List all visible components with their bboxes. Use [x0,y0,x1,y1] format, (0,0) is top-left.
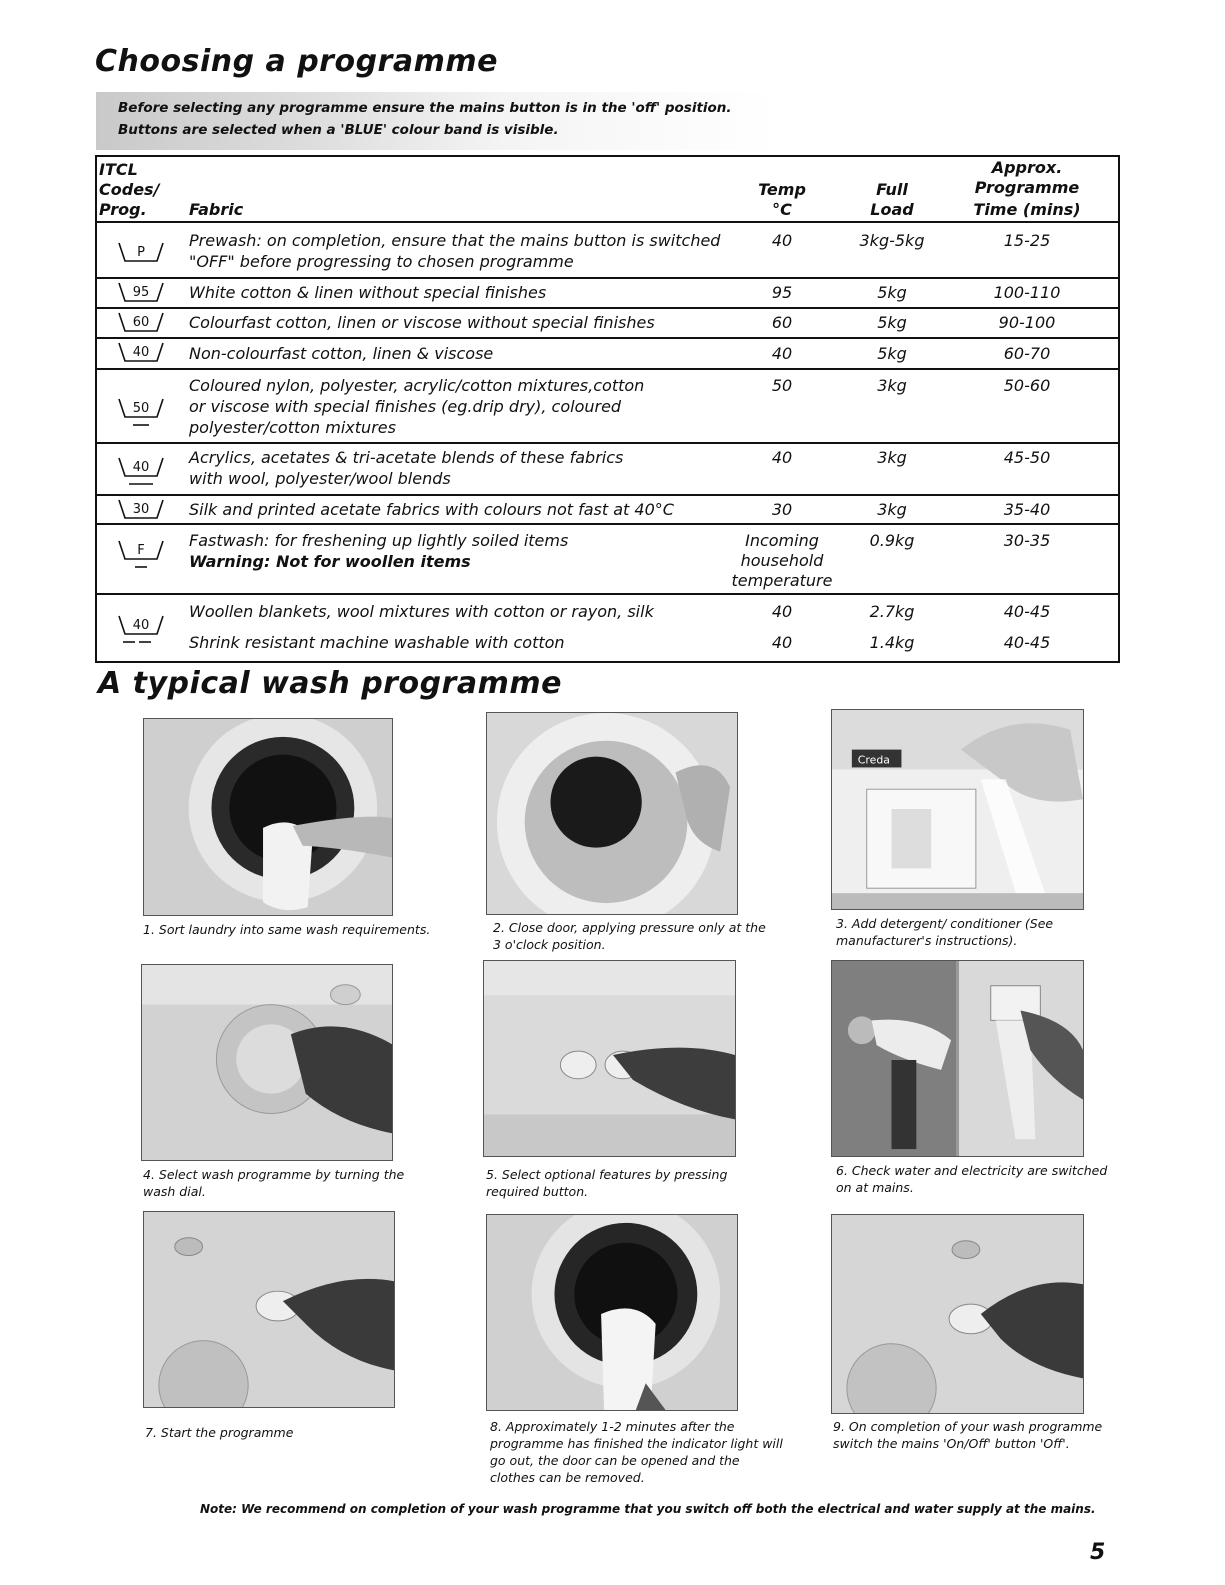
temp-value: 50 [771,376,793,395]
step-3-caption: 3. Add detergent/ conditioner (See manufacturer's instructions). [836,916,1054,948]
footer-note: Note: We recommend on completion of your wash programme that you switch off both the electrical and water supply at the mains. [200,1502,1096,1516]
temp-value: household [740,551,824,570]
header-temp-unit: °C [772,200,792,219]
header-time-3: Time (mins) [973,200,1081,219]
fabric-text: Silk and printed acetate fabrics with colours not fast at 40°C [189,500,674,519]
wash-code-icon: 60 [115,309,167,335]
fabric-text: "OFF" before progressing to chosen programme [189,252,574,271]
header-fabric: Fabric [189,200,244,219]
svg-text:Creda: Creda [857,753,890,767]
load-value: 5kg [877,344,907,363]
tap-plug-icon [831,960,1084,1157]
temp-value: 40 [771,448,793,467]
wash-code-icon: P [115,239,167,265]
time-value: 45-50 [1003,448,1051,467]
load-value: 3kg-5kg [859,231,925,250]
time-value: 50-60 [1003,376,1051,395]
door-close-icon [486,712,738,915]
fabric-text: Coloured nylon, polyester, acrylic/cotton mixtures,cotton [189,376,645,395]
header-load-2: Load [870,200,914,219]
time-value: 90-100 [998,313,1056,332]
header-code-3: Prog. [99,200,147,219]
fabric-text: White cotton & linen without special finishes [189,283,547,302]
load-value: 2.7kg [869,602,915,621]
header-code-2: Codes/ [99,180,160,199]
time-value: 30-35 [1003,531,1051,550]
temp-value: Incoming [745,531,819,550]
start-button-icon [143,1211,395,1408]
time-value: 100-110 [993,283,1061,302]
fabric-text: Woollen blankets, wool mixtures with cotton or rayon, silk [189,602,654,621]
load-value: 5kg [877,283,907,302]
load-value: 3kg [877,448,907,467]
time-value: 40-45 [1003,633,1051,652]
time-value: 15-25 [1003,231,1051,250]
button-panel-icon [483,960,736,1157]
mains-button-icon [831,1214,1084,1414]
step-1-caption: 1. Sort laundry into same wash requirements. [143,922,431,937]
dial-icon [141,964,393,1161]
header-time-1: Approx. [991,158,1063,177]
temp-value: 40 [771,633,793,652]
intro-line-1: Before selecting any programme ensure the mains button is in the 'off' position. [118,100,732,116]
step-5-caption: 5. Select optional features by pressing required button. [486,1167,728,1199]
step-8-caption: 8. Approximately 1-2 minutes after the programme has finished the indicator light will go out, the door can be opened and the clothes can be removed. [490,1419,783,1485]
load-value: 5kg [877,313,907,332]
load-value: 3kg [877,500,907,519]
temp-value: 60 [771,313,793,332]
temp-value: 40 [771,602,793,621]
step-4-caption: 4. Select wash programme by turning the wash dial. [143,1167,405,1199]
step-6-caption: 6. Check water and electricity are switched on at mains. [836,1163,1108,1195]
fabric-text: Non-colourfast cotton, linen & viscose [189,344,494,363]
intro-band [96,92,776,150]
temp-value: 95 [771,283,793,302]
step-9-caption: 9. On completion of your wash programme switch the mains 'On/Off' button 'Off'. [833,1419,1103,1451]
warning-text: Warning: Not for woollen items [189,552,471,571]
header-code-1: ITCL [99,160,138,179]
step-2-caption: 2. Close door, applying pressure only at the 3 o'clock position. [493,920,766,952]
time-value: 35-40 [1003,500,1051,519]
temp-value: 30 [771,500,793,519]
unload-drum-icon [486,1214,738,1411]
detergent-icon [831,709,1084,910]
time-value: 40-45 [1003,602,1051,621]
temp-value: 40 [771,231,793,250]
fabric-text: Colourfast cotton, linen or viscose without special finishes [189,313,655,332]
load-value: 0.9kg [869,531,915,550]
wash-code-icon: F [115,537,167,563]
page-number: 5 [1090,1540,1106,1565]
load-value: 3kg [877,376,907,395]
fabric-text: polyester/cotton mixtures [189,418,396,437]
wash-code-icon: 95 [115,279,167,305]
wash-code-icon: 50 [115,395,167,421]
header-temp: Temp [758,180,806,199]
fabric-text: Shrink resistant machine washable with cotton [189,633,565,652]
wash-code-icon: 40 [115,612,167,638]
section-title: A typical wash programme [98,666,562,701]
step-7-caption: 7. Start the programme [145,1425,294,1440]
header-load: Full [876,180,908,199]
wash-code-icon: 40 [115,454,167,480]
laundry-drum-icon [143,718,393,916]
fabric-text: with wool, polyester/wool blends [189,469,451,488]
wash-code-icon: 40 [115,339,167,365]
fabric-text: Fastwash: for freshening up lightly soiled items [189,531,569,550]
header-time-2: Programme [974,178,1080,197]
page-title: Choosing a programme [95,44,498,79]
intro-line-2: Buttons are selected when a 'BLUE' colour band is visible. [118,122,559,138]
fabric-text: Prewash: on completion, ensure that the mains button is switched [189,231,721,250]
temp-value: temperature [731,571,833,590]
temp-value: 40 [771,344,793,363]
time-value: 60-70 [1003,344,1051,363]
load-value: 1.4kg [869,633,915,652]
fabric-text: or viscose with special finishes (eg.drip dry), coloured [189,397,622,416]
programme-table [95,155,1120,663]
wash-code-icon: 30 [115,496,167,522]
fabric-text: Acrylics, acetates & tri-acetate blends of these fabrics [189,448,624,467]
